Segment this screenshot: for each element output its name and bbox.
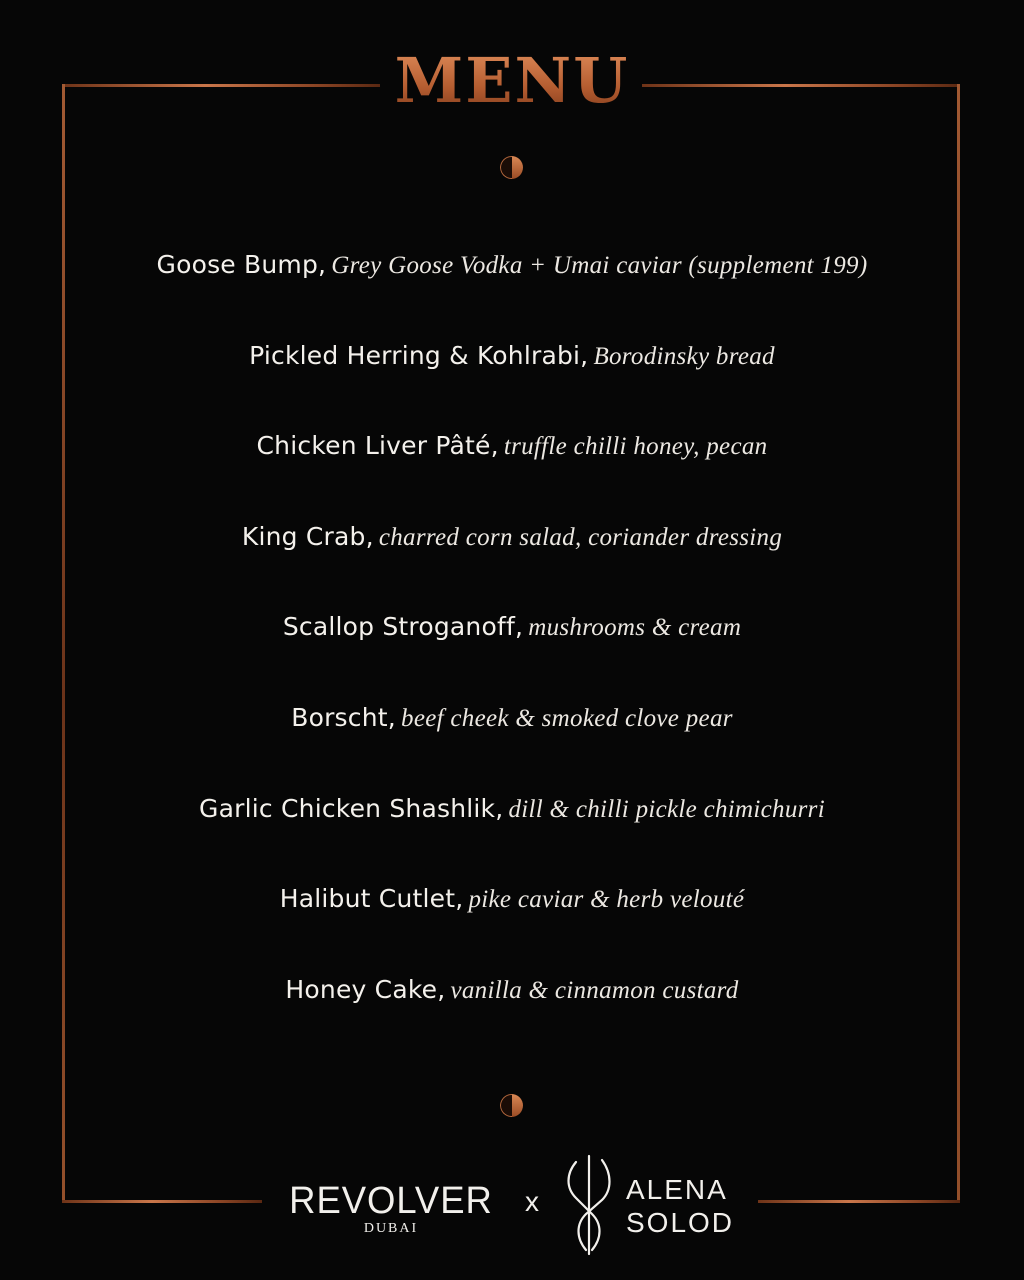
dish-name: Pickled Herring & Kohlrabi, <box>249 340 589 370</box>
dish-description: Grey Goose Vodka + Umai caviar (supplement 199) <box>331 252 868 279</box>
frame-left-line <box>62 84 65 1203</box>
alena-solod-logo <box>626 1173 734 1239</box>
dish-description: dill & chilli pickle chimichurri <box>508 795 825 823</box>
dish-description: mushrooms & cream <box>528 614 742 642</box>
revolver-logo <box>278 1180 504 1237</box>
partner-name-line1: ALENA <box>626 1174 728 1205</box>
menu-item <box>70 431 954 522</box>
dish-name: Chicken Liver Pâté, <box>256 431 499 461</box>
menu-item <box>70 612 954 703</box>
page-title: MENU <box>0 44 1024 117</box>
dish-name: Scallop Stroganoff, <box>282 612 524 642</box>
half-moon-ornament-icon <box>500 1094 523 1117</box>
dish-description: beef cheek & smoked clove pear <box>401 704 733 732</box>
frame-bottom-right-line <box>758 1200 960 1203</box>
revolver-logo-city: DUBAI <box>363 1221 419 1236</box>
menu-item <box>70 341 954 432</box>
dish-name: King Crab, <box>241 521 374 551</box>
dish-description: charred corn salad, coriander dressing <box>378 523 783 551</box>
dish-description: pike caviar & herb velouté <box>468 886 745 914</box>
frame-bottom-left-line <box>62 1200 262 1203</box>
dish-description: vanilla & cinnamon custard <box>450 976 739 1004</box>
dish-name: Goose Bump, <box>156 250 327 279</box>
dish-description: Borodinsky bread <box>593 342 775 370</box>
menu-item <box>70 703 954 794</box>
menu-item <box>70 884 954 975</box>
menu-item <box>70 975 954 1066</box>
menu-list <box>70 250 954 1065</box>
menu-item <box>70 522 954 613</box>
revolver-logo-name: REVOLVER <box>289 1180 493 1222</box>
dish-name: Honey Cake, <box>285 974 446 1004</box>
partner-name-line2: SOLOD <box>626 1207 735 1238</box>
alena-solod-monogram-icon <box>562 1152 616 1256</box>
dish-name: Halibut Cutlet, <box>279 884 464 914</box>
dish-name: Garlic Chicken Shashlik, <box>199 793 504 823</box>
menu-item <box>70 250 954 341</box>
dish-description: truffle chilli honey, pecan <box>503 433 768 461</box>
collaboration-separator: x <box>525 1186 539 1217</box>
dish-name: Borscht, <box>291 702 396 732</box>
frame-right-line <box>957 84 960 1203</box>
menu-item <box>70 794 954 885</box>
half-moon-ornament-icon <box>500 156 523 179</box>
